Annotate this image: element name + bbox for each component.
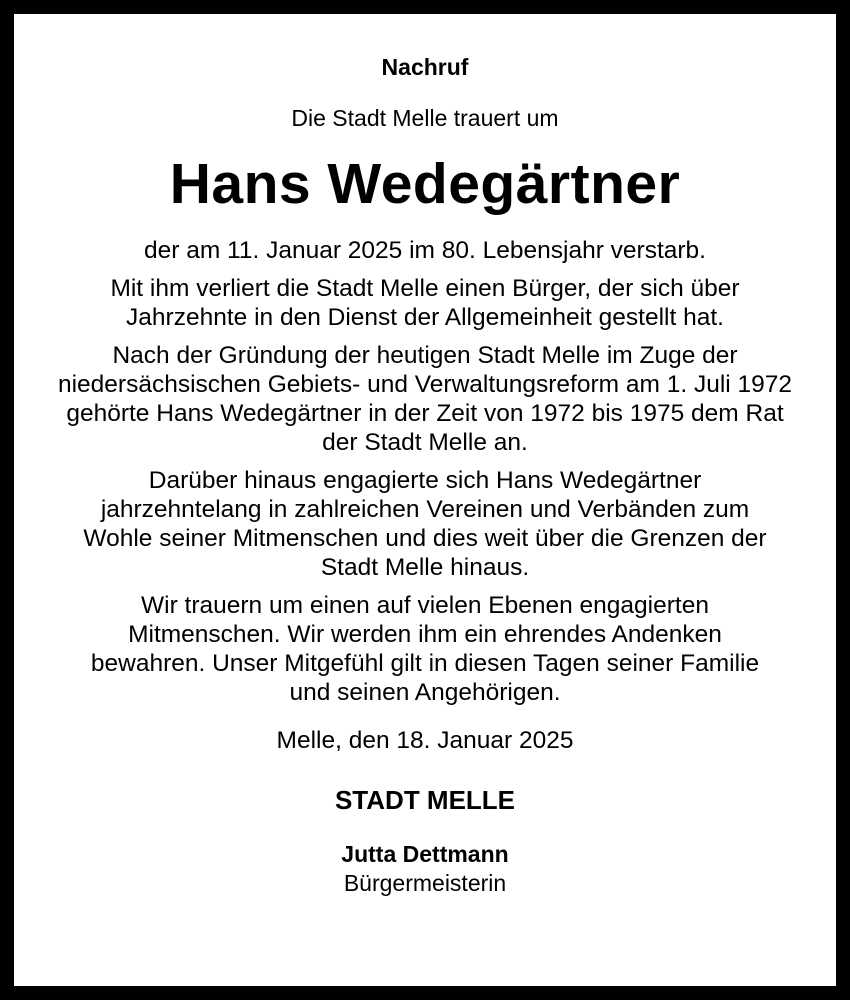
deceased-name: Hans Wedegärtner [169,152,681,216]
obituary-content [28,28,822,897]
condolence-paragraph: Wir trauern um einen auf vielen Ebenen engagierten Mitmenschen. Wir werden ihm ein ehrendes Andenken bewahren. Unser Mitgefühl gilt in diesen Tagen seiner Familie und seinen Angehörigen. [90,592,760,706]
signer-name: Jutta Dettmann [341,841,509,867]
tribute-paragraph: Mit ihm verliert die Stadt Melle einen Bürger, der sich über Jahrzehnte in den Dienst der Allgemeinheit gestellt hat. [110,275,740,331]
signer-role: Bürgermeisterin [343,870,507,896]
dateline: Melle, den 18. Januar 2025 [276,727,574,754]
organization-name: STADT MELLE [334,785,516,815]
death-date-paragraph: der am 11. Januar 2025 im 80. Lebensjahr verstarb. [143,237,706,264]
engagement-paragraph: Darüber hinaus engagierte sich Hans Wedegärtner jahrzehntelang in zahlreichen Vereinen und Verbänden zum Wohle seiner Mitmenschen und dies weit über die Grenzen der Stadt Melle hinaus. [83,467,767,581]
council-paragraph: Nach der Gründung der heutigen Stadt Melle im Zuge der niedersächsischen Gebiets- und Verwaltungsreform am 1. Juli 1972 gehörte Hans Wedegärtner in der Zeit von 1972 bis 1975 dem Rat der Stadt Melle an. [57,342,793,456]
notice-lead: Die Stadt Melle trauert um [291,105,559,131]
notice-kicker: Nachruf [381,54,469,80]
